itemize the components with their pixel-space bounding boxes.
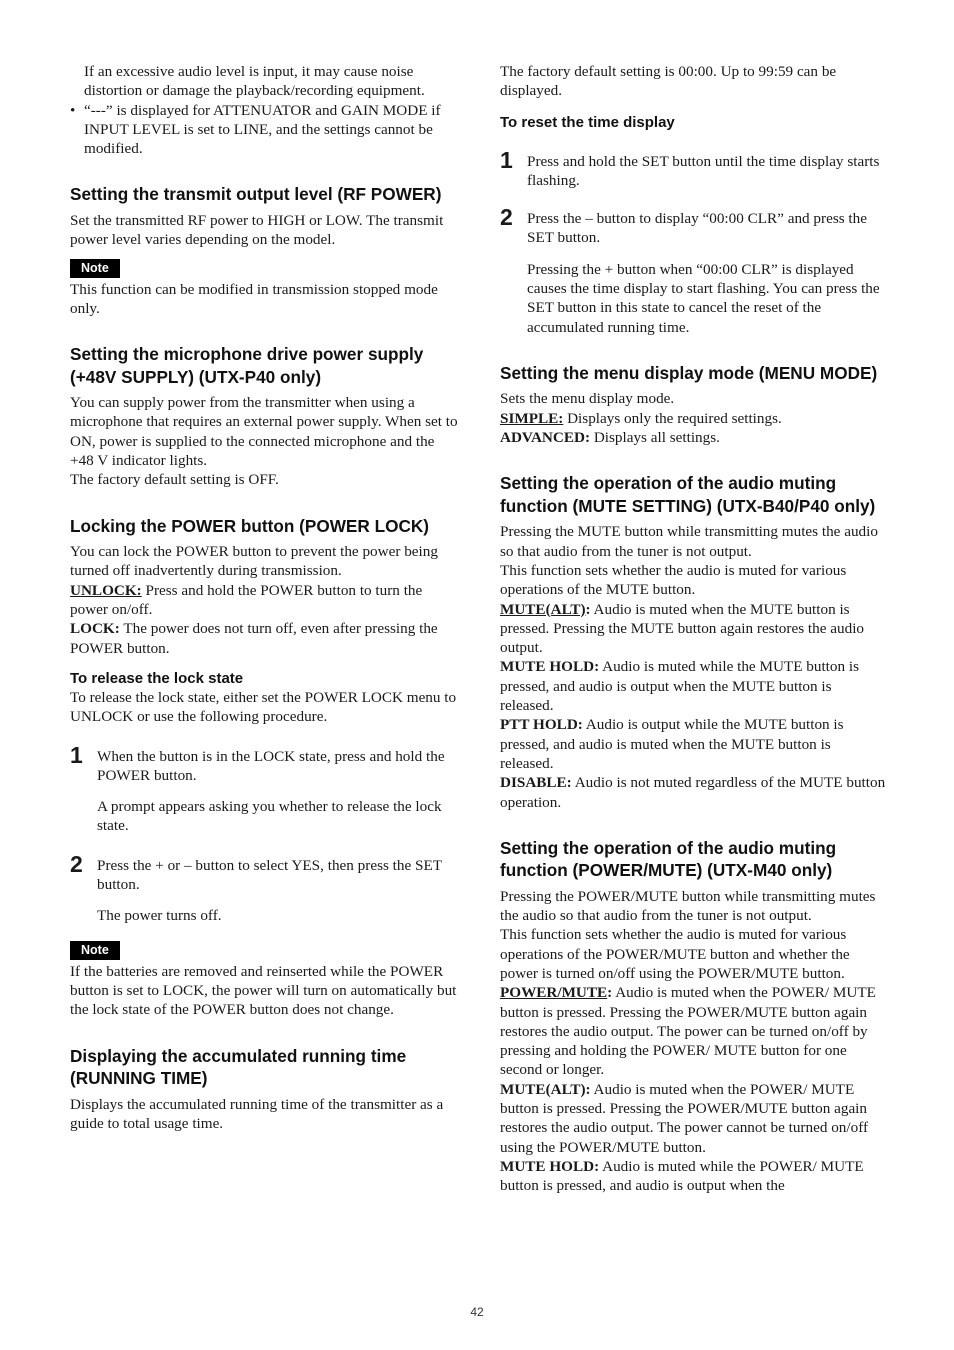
option-text: Audio is not muted regardless of the MUTE button operation. xyxy=(500,774,886,811)
mute-option-ptt-hold xyxy=(500,715,888,773)
option-label: POWER/MUTE xyxy=(500,984,608,1002)
mic-supply-body: You can supply power from the transmitter when using a microphone that requires an external power supply. When set to ON, power is supplied to the connected microphone and the +48 V indicator lights. xyxy=(70,394,458,470)
power-mute-option-power-mute xyxy=(500,983,888,1079)
bullet-text: “---” is displayed for ATTENUATOR and GAIN MODE if INPUT LEVEL is set to LINE, and the settings cannot be modified. xyxy=(84,101,441,158)
page-number: 42 xyxy=(470,1305,484,1319)
option-text: Audio is muted when the MUTE button is pressed. Pressing the MUTE button again restores the audio output. xyxy=(500,600,865,657)
mute-setting-body-1: Pressing the MUTE button while transmitting mutes the audio so that audio from the tuner is not output. xyxy=(500,523,878,560)
step-number: 2 xyxy=(70,850,83,877)
menu-mode-heading: Setting the menu display mode (MENU MODE) xyxy=(500,362,878,383)
option-label: UNLOCK: xyxy=(70,581,142,599)
rf-power-heading: Setting the transmit output level (RF POWER) xyxy=(70,184,442,205)
option-text: Press and hold the POWER button to turn the power on/off. xyxy=(70,581,423,619)
mute-option-disable xyxy=(500,773,888,812)
left-column xyxy=(70,62,458,1133)
option-text: Audio is muted when the POWER/ MUTE button is pressed. Pressing the POWER/MUTE button again restores the audio output. The power can be turned on/off by pressing and holding the POWER/ MUTE button for one second or longer. xyxy=(500,984,876,1079)
reset-time-subheading: To reset the time display xyxy=(500,113,675,131)
option-label: DISABLE: xyxy=(500,774,572,792)
reset-step-2-note: Pressing the + button when “00:00 CLR” is displayed causes the time display to start flashing. You can press the SET button in this state to cancel the reset of the accumulated running time. xyxy=(527,260,880,336)
option-colon: : xyxy=(607,984,613,1002)
option-label: MUTE(ALT): xyxy=(500,1080,591,1098)
option-text: Displays all settings. xyxy=(590,429,720,447)
running-time-continuation: The factory default setting is 00:00. Up to 99:59 can be displayed. xyxy=(500,63,837,100)
release-lock-subheading: To release the lock state xyxy=(70,669,244,687)
power-mute-option-hold xyxy=(500,1157,888,1196)
reset-step-2 xyxy=(500,204,888,248)
menu-mode-body: Sets the menu display mode. xyxy=(500,390,675,408)
mic-supply-default: The factory default setting is OFF. xyxy=(70,471,279,489)
intro-continuation: If an excessive audio level is input, it may cause noise distortion or damage the playback/recording equipment. xyxy=(84,63,425,100)
option-text: The power does not turn off, even after pressing the POWER button. xyxy=(70,620,438,657)
power-mute-option-alt xyxy=(500,1080,888,1157)
power-lock-heading: Locking the POWER button (POWER LOCK) xyxy=(70,515,429,536)
step-text: Press the – button to display “00:00 CLR” and press the SET button. xyxy=(527,210,867,247)
power-mute-body-2: This function sets whether the audio is muted for various operations of the POWER/MUTE button and whether the power is turned on/off using the POWER/MUTE button. xyxy=(500,926,850,982)
power-lock-body: You can lock the POWER button to prevent the power being turned off inadvertently during transmission. xyxy=(70,543,438,580)
option-label: MUTE(ALT) xyxy=(500,600,586,618)
rf-power-body: Set the transmitted RF power to HIGH or LOW. The transmit power level varies depending on the model. xyxy=(70,211,444,249)
option-label: LOCK: xyxy=(70,620,120,638)
option-text: Displays only the required settings. xyxy=(563,409,782,427)
release-step-2 xyxy=(70,850,458,895)
release-lock-body: To release the lock state, either set the POWER LOCK menu to UNLOCK or use the following procedure. xyxy=(70,688,457,726)
power-mute-body-1: Pressing the POWER/MUTE button while transmitting mutes the audio so that audio from the tuner is not output. xyxy=(500,887,876,925)
bullet-dot-icon: • xyxy=(70,101,76,119)
option-label: SIMPLE: xyxy=(500,409,564,427)
option-label: ADVANCED: xyxy=(500,429,591,447)
option-text: Audio is muted while the POWER/ MUTE button is pressed, and audio is output when the xyxy=(500,1157,864,1195)
running-time-heading: Displaying the accumulated running time (RUNNING TIME) xyxy=(70,1045,407,1088)
right-column xyxy=(500,62,888,1196)
power-lock-note: If the batteries are removed and reinserted while the POWER button is set to LOCK, the power will turn on automatically but the lock state of the POWER button does not change. xyxy=(70,962,457,1019)
option-label: PTT HOLD: xyxy=(500,716,583,734)
reset-step-1 xyxy=(500,146,888,191)
power-lock-option-unlock xyxy=(70,581,458,620)
note-label: Note xyxy=(70,941,120,960)
menu-mode-option-simple xyxy=(500,409,888,428)
option-label: MUTE HOLD: xyxy=(500,658,600,676)
rf-power-note: This function can be modified in transmission stopped mode only. xyxy=(70,280,438,317)
bullet-item xyxy=(70,101,458,159)
option-text: Audio is muted while the MUTE button is pressed, and audio is output when the MUTE button is released. xyxy=(500,658,860,715)
power-lock-option-lock xyxy=(70,619,458,658)
running-time-body: Displays the accumulated running time of the transmitter as a guide to total usage time. xyxy=(70,1095,444,1132)
mic-supply-heading: Setting the microphone drive power supply (+48V SUPPLY) (UTX-P40 only) xyxy=(70,344,424,387)
option-label: MUTE HOLD: xyxy=(500,1157,600,1175)
menu-mode-option-advanced xyxy=(500,428,888,447)
step-text: Press and hold the SET button until the time display starts flashing. xyxy=(527,152,880,189)
mute-setting-heading: Setting the operation of the audio muting function (MUTE SETTING) (UTX-B40/P40 only) xyxy=(500,473,876,516)
step-1-result: A prompt appears asking you whether to release the lock state. xyxy=(97,798,442,835)
step-number: 1 xyxy=(70,741,83,768)
step-text: When the button is in the LOCK state, press and hold the POWER button. xyxy=(97,747,445,784)
mute-setting-body-2: This function sets whether the audio is muted for various operations of the MUTE button. xyxy=(500,561,847,599)
option-text: Audio is muted when the POWER/ MUTE button is pressed. Pressing the POWER/MUTE button again restores the audio output. The power cannot be turned on/off using the POWER/MUTE button. xyxy=(500,1080,869,1156)
release-step-1 xyxy=(70,741,458,786)
option-colon: : xyxy=(585,600,591,618)
mute-option-alt xyxy=(500,600,888,658)
step-number: 1 xyxy=(500,146,513,173)
step-2-result: The power turns off. xyxy=(97,907,222,925)
power-mute-heading: Setting the operation of the audio muting function (POWER/MUTE) (UTX-M40 only) xyxy=(500,837,837,881)
option-text: Audio is output while the MUTE button is pressed, and audio is muted when the MUTE button is released. xyxy=(500,716,844,772)
step-text: Press the + or – button to select YES, then press the SET button. xyxy=(97,856,442,894)
step-number: 2 xyxy=(500,204,513,231)
note-label: Note xyxy=(70,259,120,278)
mute-option-hold xyxy=(500,657,888,715)
